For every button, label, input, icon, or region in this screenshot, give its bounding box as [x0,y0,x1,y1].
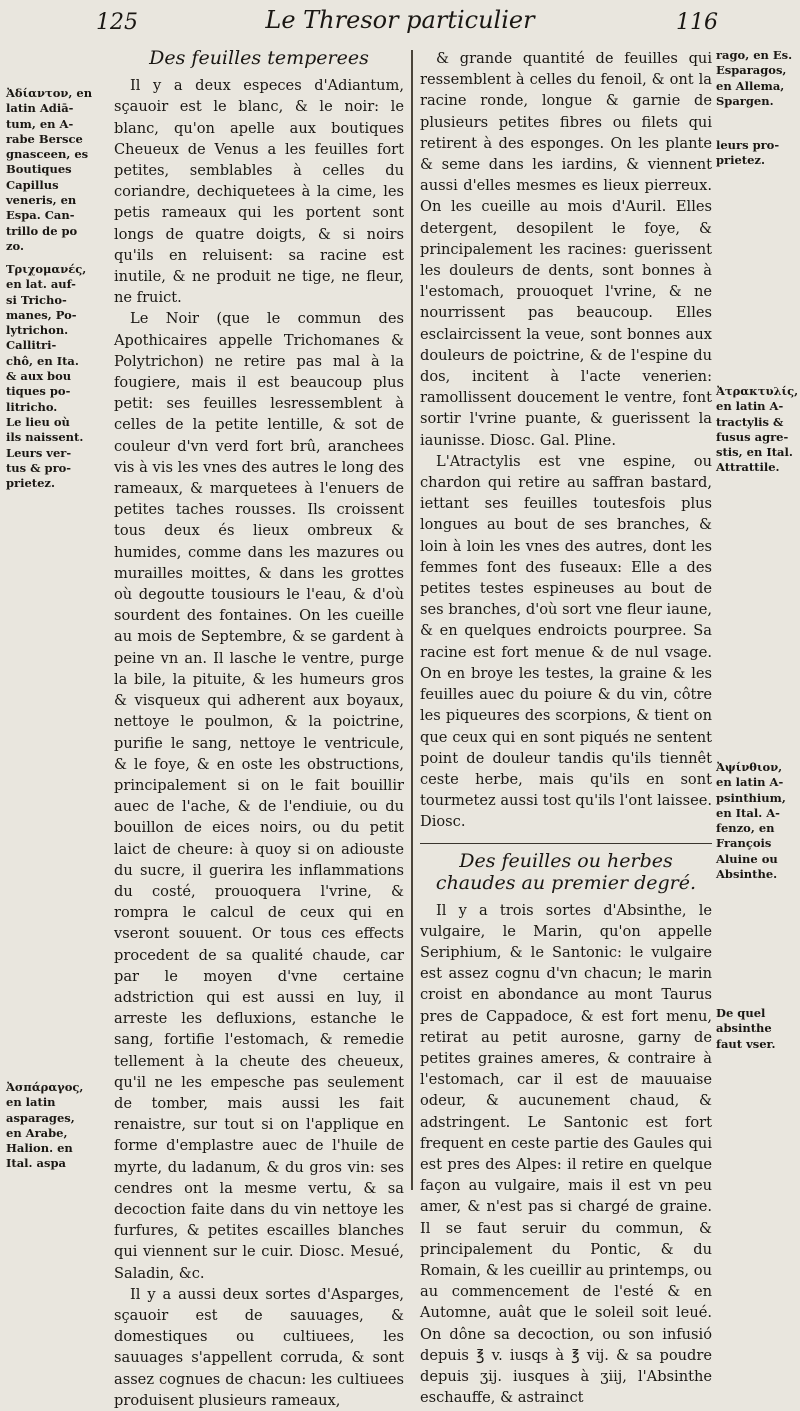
margin-note-which-absinthe [716,1006,800,1052]
margin-line: Aluine ou [716,851,778,866]
margin-line: tum, en A- [6,116,74,131]
margin-line: Absinthe. [716,867,778,882]
margin-line: en latin [6,1095,56,1110]
margin-line: tiques po- [6,384,71,399]
margin-line: Ἀψίνθιον, [716,760,783,774]
margin-line: trillo de po [6,223,78,238]
margin-line: Attrattile. [716,460,780,475]
margin-line: litricho. [6,399,58,414]
margin-line: Boutiques [6,162,72,177]
right-text-column [420,48,712,1408]
margin-note-properties [716,138,800,169]
paragraph-asparagus: Il y a aussi deux sortes d'Asparges, sçauoir est de sauuages, & domestiques ou cultiuees, les sauuages s'appellent corruda, & sont assez cognues de chacun: les cultiuees produisent plusieurs rameaux, [114,1285,404,1409]
margin-line: Halion. en [6,1141,73,1156]
margin-line: Ἀδίαντον, en [6,86,93,100]
paragraph-adiantum: Il y a deux especes d'Adiantum, sçauoir est le blanc, & le noir: le blanc, qu'on apelle aux boutiques Cheueux de Venus a les feuilles fort petites, semblables à celles du coriandre, dechiquetees à la cime, les petis rameaux qui les portent sont longs de quatre doigts, & si noirs qu'ils en reluisent: sa racine est inutile, & ne produit ne tige, ne fleur, ne fruict. [114,77,404,307]
margin-line: Ἀσπάραγος, [6,1080,84,1094]
margin-line: François [716,836,772,851]
margin-line: en lat. auf- [6,277,76,292]
margin-line: Espa. Can- [6,208,75,223]
section-heading-hot-leaves: Des feuilles ou herbes chaudes au premier degré. [420,843,712,894]
margin-note-trichomanes [6,262,110,491]
margin-line: Esparagos, [716,63,787,78]
margin-line: asparages, [6,1110,75,1125]
margin-line: Ἀτρακτυλίς, [716,384,799,398]
margin-line: en Ital. A- [716,805,780,820]
margin-line: prietez. [6,476,55,491]
margin-line: prietez. [716,153,765,168]
margin-line: De quel [716,1006,766,1020]
margin-line: latin Adiā- [6,101,74,116]
margin-line: si Tricho- [6,292,67,307]
margin-line: fusus agre- [716,429,789,444]
margin-line: rago, en Es. [716,48,793,62]
margin-note-asparagus [6,1080,110,1172]
margin-line: tus & pro- [6,460,72,475]
paragraph-atractylis: L'Atractylis est vne espine, ou chardon qui retire au saffran bastard, iettant ses feuilles toutesfois plus longues au bout de ses branches, & loin à loin les vnes des autres, dont les femmes font des fuseaux: Elle a des petites testes espineuses au bout de ses branches, d'où sort vne fleur iaune, & en quelques endroicts pourpree. Sa racine est fort menue & de nul vsage. On en broye les testes, la graine & les feuilles auec du poiure & du vin, côtre les piqueures des scorpions, & tient on que ceux qui en sont piqués ne sentent point de douleur tandis qu'ils tiennêt ceste herbe, mais qu'ils en sont tourmetez aussi tost qu'ils l'ont laissee. Diosc. [420,452,712,831]
margin-line: Ital. aspa [6,1156,66,1171]
margin-note-asparagus-names [716,48,800,109]
paragraph-absinthe: Il y a trois sortes d'Absinthe, le vulgaire, le Marin, qu'on appelle Seriphium, & le Santonic: le vulgaire est assez cognu d'vn chacun; le marin croist en abondance au mont Taurus pres de Cappadoce, & est fort menu, retirat au petit aurosne, garny de petites graines ameres, & contraire à l'estomach, car il est de mauuaise odeur, & aucunement chaud, & adstringent. Le Santonic est fort frequent en ceste partie des Gaules qui est pres des Alpes: il retire en quelque façon au vulgaire, mais il est vn peu amer, & n'est pas si chargé de graine. Il se faut seruir du commun, & principalement du Pontic, & du Romain, & les cueillir au printemps, ou au commencement de l'esté & en Automne, auât que le soleil soit leué. On dône sa decoction, ou son infusió depuis ℥ v. iusqs à ℥ vij. & sa poudre depuis ʒij. iusques à ʒiij, l'Absinthe eschauffe, & astrainct [420,901,712,1407]
margin-line: en Arabe, [6,1125,68,1140]
margin-line: Leurs ver- [6,445,72,460]
margin-line: stis, en Ital. [716,445,793,460]
margin-line: fenzo, en [716,821,775,836]
margin-note-adiantum [6,86,110,254]
margin-line: zo. [6,238,25,253]
margin-note-absinthe [716,760,800,882]
margin-line: Τριχομανές, [6,262,87,276]
margin-line: ils naissent. [6,430,84,445]
margin-line: manes, Po- [6,307,77,322]
margin-line: Capillus [6,177,59,192]
margin-line: lytrichon. [6,323,69,338]
margin-line: leurs pro- [716,138,780,152]
margin-line: en latin A- [716,775,784,790]
paragraph-noir: Le Noir (que le commun des Apothicaires appelle Trichomanes & Polytrichon) ne retire pas mal à la fougiere, mais il est beaucoup plus petit: ses feuilles lesressemblent à celles de la petite lentille, & sot de couleur d'vn verd fort brû, aranchees vis à vis les vnes des autres le long des rameaux, & marquetees à l'enuers de petites taches rousses. Ils croissent tous deux és lieux ombreux & humides, comme dans les mazures ou murailles moittes, & dans les grottes où degoutte tousiours le l'eau, & d'où sourdent des fontaines. On les cueille au mois de Septembre, & se gardent à peine vn an. Il lasche le ventre, purge la bile, la pituite, & les humeurs gros & visqueux qui adherent aux boyaux, nettoye le poulmon, & la poictrine, purifie le sang, nettoye le ventricule, & le foye, & en oste les obstructions, principalement si on le fait bouillir auec de l'ache, & de l'endiuie, ou du bouillon de eices noirs, ou du petit laict de cheure: à quoy si on adiouste du sucre, il guerira les inflammations du costé, prouoquera l'vrine, & rompra le calcul de ceux qui en vseront souuent. Or tous ces effects procedent de sa qualité chaude, car par le moyen d'vne certaine adstriction qui est aussi en luy, il arreste les defluxions, estanche le sang, fortifie l'estomach, & remedie tellement à la cheute des cheueux, qu'il ne les empesche pas seulement de tomber, mais aussi les fait renaistre, sur tout si on l'applique en forme d'emplastre auec de l'huile de myrte, du ladanum, & du gros vin: ses cendres ont la mesme vertu, & sa decoction faite dans du vin nettoye les furfures, & petites escailles blanches qui viennent sur le cuir. Diosc. Mesué, Saladin, &c. [114,310,404,1282]
margin-line: faut vser. [716,1036,776,1051]
margin-line: Spargen. [716,93,774,108]
margin-line: & aux bou [6,369,72,384]
margin-note-atractylis [716,384,800,476]
margin-line: tractylis & [716,414,784,429]
margin-line: gnasceen, es [6,147,89,162]
right-page-number: 116 [676,10,718,35]
margin-line: Le lieu où [6,414,70,429]
margin-line: en Allema, [716,78,785,93]
paragraph-asparagus-continued: & grande quantité de feuilles qui ressemblent à celles du fenoil, & ont la racine ronde, longue & garnie de plusieurs petites fibres ou filets qui retirent à des esponges. On les plante & seme dans les iardins, & viennent aussi d'elles mesmes es lieux pierreux. On les cueille au mois d'Auril. Elles detergent, desopilent le foye, & principalement les racines: guerissent les douleurs de dents, sont bonnes à l'estomach, prouoquet l'vrine, & ne nourrissent pas beaucoup. Elles esclaircissent la veue, sont bonnes aux douleurs de poictrine, & de l'espine du dos, incitent à l'acte venerien: ramollissent doucement le ventre, font sortir l'vrine puante, & guerissent la iaunisse. Diosc. Gal. Pline. [420,50,712,449]
margin-line: veneris, en [6,193,77,208]
section-heading-temperate-leaves: Des feuilles temperees [149,47,369,69]
column-divider [411,50,413,1190]
margin-line: Callitri- [6,338,57,353]
running-title: Le Thresor particulier [265,6,535,34]
margin-line: chô, en Ita. [6,353,79,368]
margin-line: absinthe [716,1021,772,1036]
margin-line: en latin A- [716,399,784,414]
margin-line: psinthium, [716,790,786,805]
left-page-number: 125 [96,10,138,35]
left-text-column [114,48,404,1411]
margin-line: rabe Bersce [6,131,83,146]
